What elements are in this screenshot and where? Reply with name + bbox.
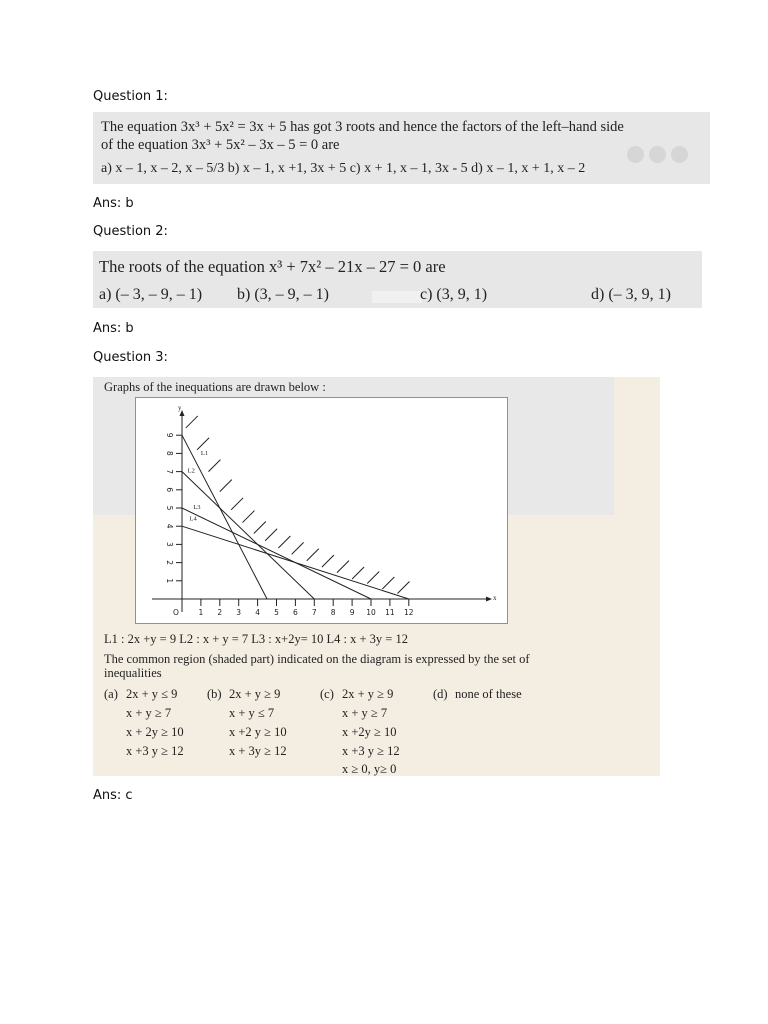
q2-option-c: c) (3, 9, 1)	[420, 286, 488, 303]
image-patch	[372, 291, 422, 303]
hatch-mark-1	[186, 416, 198, 428]
hatch-mark-6	[242, 511, 254, 523]
hatch-mark-14	[352, 567, 364, 579]
question-3-image	[93, 377, 660, 776]
y-tick-label-8: 8	[165, 451, 174, 456]
q3-option-c-3: x +2y ≥ 10	[342, 725, 397, 739]
question-1-image	[93, 112, 710, 184]
x-tick-label-7: 7	[311, 608, 317, 617]
q3-option-c-label: (c)	[320, 687, 334, 701]
x-tick-label-1: 1	[198, 608, 204, 617]
q2-option-b: b) (3, – 9, – 1)	[237, 286, 329, 303]
q3-option-a-2: x + y ≥ 7	[126, 706, 172, 720]
q3-option-c-1: 2x + y ≥ 9	[342, 687, 394, 701]
q3-option-a-4: x +3 y ≥ 12	[126, 744, 184, 758]
q3-option-b-1: 2x + y ≥ 9	[229, 687, 281, 701]
q3-option-a-3: x + 2y ≥ 10	[126, 725, 184, 739]
q3-option-c-5: x ≥ 0, y≥ 0	[342, 762, 397, 776]
q3-lines-legend: L1 : 2x +y = 9 L2 : x + y = 7 L3 : x+2y= 10 L4 : x + 3y = 12	[104, 632, 408, 646]
q3-option-b-label: (b)	[207, 687, 222, 701]
line-label-l3: L3	[193, 503, 201, 511]
question-2-image	[93, 251, 702, 308]
hatch-mark-10	[292, 542, 304, 554]
y-tick-label-4: 4	[165, 523, 174, 529]
q3-option-b-4: x + 3y ≥ 12	[229, 744, 287, 758]
line-label-l2: L2	[187, 467, 195, 475]
hatch-mark-2	[197, 438, 209, 450]
q1-line-1: The equation 3x³ + 5x² = 3x + 5 has got 3 roots and hence the factors of the left–hand side	[101, 119, 624, 135]
hatch-mark-11	[307, 549, 319, 561]
question-1-label: Question 1:	[93, 89, 168, 104]
question-1-answer: Ans: b	[93, 196, 134, 211]
origin-label: O	[173, 608, 179, 617]
line-label-l1: L1	[200, 450, 209, 458]
hatch-mark-17	[397, 582, 409, 594]
x-tick-label-6: 6	[293, 608, 298, 617]
hatch-mark-8	[265, 529, 277, 541]
question-2-answer: Ans: b	[93, 321, 134, 336]
x-axis-arrow	[486, 597, 492, 602]
graph-svg	[136, 398, 506, 622]
y-tick-label-6: 6	[165, 487, 174, 493]
q2-option-d: d) (– 3, 9, 1)	[591, 286, 671, 303]
inequality-graph	[135, 397, 508, 624]
q3-option-a-1: 2x + y ≤ 9	[126, 687, 178, 701]
q2-line-1: The roots of the equation x³ + 7x² – 21x – 27 = 0 are	[99, 257, 446, 276]
y-tick-label-9: 9	[165, 432, 174, 438]
x-axis-label: x	[493, 594, 497, 602]
y-tick-label-5: 5	[165, 505, 174, 511]
hatch-mark-7	[254, 521, 266, 533]
question-3-answer: Ans: c	[93, 788, 133, 803]
line-l3	[182, 508, 371, 599]
y-tick-label-3: 3	[165, 542, 174, 547]
hatch-mark-9	[278, 536, 290, 548]
line-l2	[182, 472, 314, 599]
q3-option-a-label: (a)	[104, 687, 118, 701]
q3-option-d-label: (d)	[433, 687, 448, 701]
q3-intro: Graphs of the inequations are drawn below :	[104, 380, 326, 394]
q2-option-a: a) (– 3, – 9, – 1)	[99, 286, 203, 303]
x-tick-label-5: 5	[274, 608, 279, 617]
question-3-label: Question 3:	[93, 350, 168, 365]
q3-option-d: none of these	[455, 687, 522, 701]
q1-options: a) x – 1, x – 2, x – 5/3 b) x – 1, x +1, 3x + 5 c) x + 1, x – 1, 3x - 5 d) x – 1, x + 1, x – 2	[101, 161, 586, 176]
hatch-mark-13	[337, 561, 349, 573]
x-tick-label-9: 9	[349, 608, 355, 617]
question-2-label: Question 2:	[93, 224, 168, 239]
q1-line-2: of the equation 3x³ + 5x² – 3x – 5 = 0 are	[101, 137, 340, 153]
x-tick-label-4: 4	[255, 608, 260, 617]
line-l4	[182, 526, 409, 599]
x-tick-label-10: 10	[366, 608, 376, 617]
x-tick-label-12: 12	[404, 608, 414, 617]
x-tick-label-8: 8	[330, 608, 336, 617]
x-tick-label-3: 3	[236, 608, 242, 617]
q3-option-c-4: x +3 y ≥ 12	[342, 744, 400, 758]
q3-question-line-2: inequalities	[104, 666, 162, 680]
q3-question-line-1: The common region (shaded part) indicated on the diagram is expressed by the set of	[104, 652, 530, 666]
hatch-mark-15	[367, 572, 379, 584]
q3-option-c-2: x + y ≥ 7	[342, 706, 388, 720]
hatch-mark-3	[208, 460, 220, 472]
y-axis-label: y	[178, 404, 182, 412]
y-tick-label-7: 7	[165, 469, 174, 474]
y-tick-label-2: 2	[165, 560, 174, 565]
loading-dots-icon	[622, 146, 688, 168]
y-tick-label-1: 1	[165, 578, 174, 584]
hatch-mark-12	[322, 555, 334, 567]
hatch-mark-16	[382, 577, 394, 589]
x-tick-label-11: 11	[385, 608, 395, 617]
hatch-mark-5	[231, 498, 243, 510]
hatch-mark-4	[220, 480, 232, 492]
x-tick-label-2: 2	[217, 608, 223, 617]
q3-option-b-3: x +2 y ≥ 10	[229, 725, 287, 739]
q3-option-b-2: x + y ≤ 7	[229, 706, 275, 720]
line-label-l4: L4	[189, 515, 197, 523]
